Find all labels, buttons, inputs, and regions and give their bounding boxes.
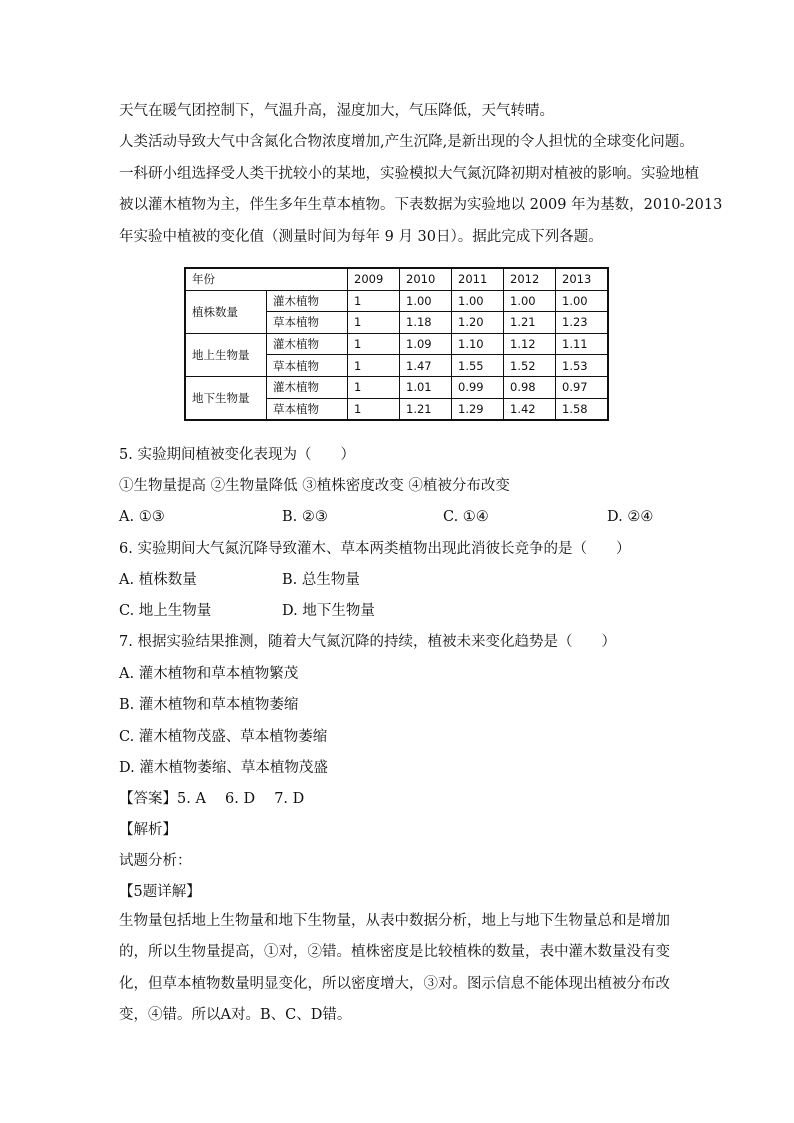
table-cell: 1.29: [452, 398, 504, 420]
analysis-intro: 试题分析：: [119, 853, 192, 869]
text-line: 一科研小组选择受人类干扰较小的某地，实验模拟大气氮沉降初期对植被的影响。实验地植: [119, 166, 699, 182]
table-header-row: [185, 268, 608, 290]
table-cell: 1.18: [400, 312, 452, 334]
table-cell: 1.09: [400, 333, 452, 355]
table-cell: 1.00: [400, 290, 452, 312]
table-header-cell: 2013: [556, 268, 609, 290]
table-cell: 1.12: [504, 333, 556, 355]
question-5-items: ①生物量提高 ②生物量降低 ③植株密度改变 ④植被分布改变: [119, 478, 510, 494]
text-line: 人类活动导致大气中含氮化合物浓度增加,产生沉降,是新出现的令人担忧的全球变化问题。: [119, 134, 694, 150]
plant-type-cell: 灌木植物: [267, 333, 348, 355]
text-line: 天气在暖气团控制下，气温升高，湿度加大，气压降低，天气转晴。: [119, 103, 554, 119]
table-cell: 1: [348, 333, 400, 355]
question-6-option-a: A. 植株数量: [119, 572, 197, 588]
question-7-option-c: C. 灌木植物茂盛、草本植物萎缩: [119, 729, 328, 745]
text-line: 被以灌木植物为主，伴生多年生草本植物。下表数据为实验地以 2009 年为基数，2010-2013: [119, 197, 723, 213]
plant-type-cell: 草本植物: [267, 398, 348, 420]
table-cell: 1.21: [504, 312, 556, 334]
table-cell: 0.97: [556, 376, 609, 398]
table-cell: 1: [348, 355, 400, 377]
answer-line: 【答案】5. A 6. D 7. D: [119, 791, 305, 807]
table-cell: 1.53: [556, 355, 609, 377]
table-row: [185, 290, 608, 312]
question-7-option-b: B. 灌木植物和草本植物萎缩: [119, 697, 299, 713]
table-cell: 1.20: [452, 312, 504, 334]
table-cell: 1: [348, 312, 400, 334]
question-6-option-c: C. 地上生物量: [119, 603, 212, 619]
table-cell: 1.00: [504, 290, 556, 312]
question-7-stem: 7. 根据实验结果推测，随着大气氮沉降的持续，植被未来变化趋势是（ ）: [119, 634, 616, 650]
table-header-cell: 2009: [348, 268, 400, 290]
question-5-stem: 5. 实验期间植被变化表现为（ ）: [119, 447, 355, 463]
question-5-option-d: D. ②④: [607, 509, 654, 525]
text-line: 年实验中植被的变化值（测量时间为每年 9 月 30日）。据此完成下列各题。: [119, 229, 603, 245]
table-cell: 1.01: [400, 376, 452, 398]
table-cell: 1: [348, 398, 400, 420]
analysis-heading: 【解析】: [119, 822, 177, 838]
table-cell: 1.00: [452, 290, 504, 312]
table-cell: 1.52: [504, 355, 556, 377]
group-label: 植株数量: [185, 290, 267, 333]
plant-type-cell: 灌木植物: [267, 290, 348, 312]
table-row: [185, 376, 608, 398]
question-7-option-d: D. 灌木植物萎缩、草本植物茂盛: [119, 760, 328, 776]
table-cell: 1.10: [452, 333, 504, 355]
plant-type-cell: 草本植物: [267, 312, 348, 334]
question-7-option-a: A. 灌木植物和草本植物繁茂: [119, 666, 299, 682]
table-cell: 1.21: [400, 398, 452, 420]
explanation-paragraph: 生物量包括地上生物量和地下生物量，从表中数据分析，地上与地下生物量总和是增加的，所以生物量提高，①对，②错。植株密度是比较植株的数量，表中灌木数量没有变化，但草本植物数量明显变化，所以密度增大，③对。图示信息不能体现出植被分布改变，④错。所以A对。B、C、D错。: [119, 913, 670, 1023]
table-cell: 0.98: [504, 376, 556, 398]
question-5-option-b: B. ②③: [282, 509, 328, 525]
table-cell: 1: [348, 290, 400, 312]
question-6-option-b: B. 总生物量: [282, 572, 360, 588]
question-5-detail-heading: 【5题详解】: [119, 884, 201, 900]
table-header-cell: 年份: [185, 268, 348, 290]
table-cell: 1.23: [556, 312, 609, 334]
table-cell: 1.11: [556, 333, 609, 355]
question-6-option-d: D. 地下生物量: [282, 603, 375, 619]
table-header-cell: 2012: [504, 268, 556, 290]
plant-type-cell: 灌木植物: [267, 376, 348, 398]
table-cell: 0.99: [452, 376, 504, 398]
table-cell: 1: [348, 376, 400, 398]
table-row: [185, 333, 608, 355]
plant-type-cell: 草本植物: [267, 355, 348, 377]
table-header-cell: 2011: [452, 268, 504, 290]
question-5-option-a: A. ①③: [119, 509, 165, 525]
group-label: 地下生物量: [185, 376, 267, 420]
question-6-stem: 6. 实验期间大气氮沉降导致灌木、草本两类植物出现此消彼长竞争的是（ ）: [119, 541, 631, 557]
table-cell: 1.42: [504, 398, 556, 420]
table-cell: 1.58: [556, 398, 609, 420]
vegetation-change-table: [184, 267, 609, 421]
table-cell: 1.00: [556, 290, 609, 312]
table-header-cell: 2010: [400, 268, 452, 290]
table-cell: 1.55: [452, 355, 504, 377]
group-label: 地上生物量: [185, 333, 267, 376]
question-5-option-c: C. ①④: [443, 509, 489, 525]
table-cell: 1.47: [400, 355, 452, 377]
